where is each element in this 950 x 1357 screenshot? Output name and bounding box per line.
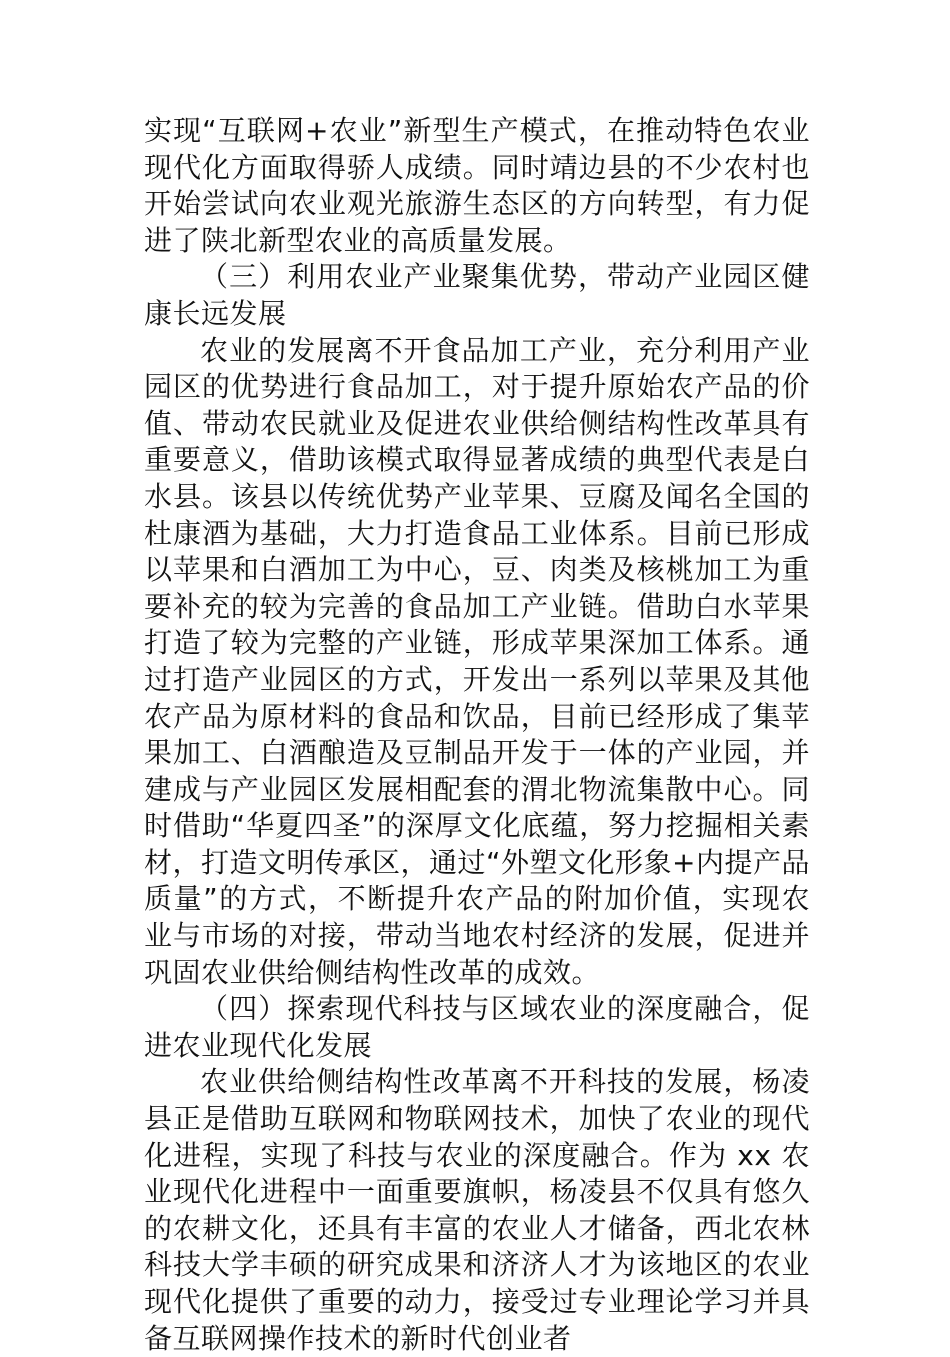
paragraph-section-3: 农业的发展离不开食品加工产业，充分利用产业园区的优势进行食品加工，对于提升原始农产品的价值、带动农民就业及促进农业供给侧结构性改革具有重要意义，借助该模式取得显著成绩的典型代表是白水县。该县以传统优势产业苹果、豆腐及闻名全国的杜康酒为基础，大力打造食品工业体系。目前已形成以苹果和白酒加工为中心，豆、肉类及核桃加工为重要补充的较为完善的食品加工产业链。借助白水苹果打造了较为完整的产业链，形成苹果深加工体系。通过打造产业园区的方式，开发出一系列以苹果及其他农产品为原材料的食品和饮品，目前已经形成了集苹果加工、白酒酿造及豆制品开发于一体的产业园，并建成与产业园区发展相配套的渭北物流集散中心。同时借助“华夏四圣”的深厚文化底蕴，努力挖掘相关素材，打造文明传承区，通过“外塑文化形象+内提产品质量”的方式，不断提升农产品的附加价值，实现农业与市场的对接，带动当地农村经济的发展，促进并巩固农业供给侧结构性改革的成效。	[144, 333, 810, 989]
section-heading-3: （三）利用农业产业聚集优势，带动产业园区健康长远发展	[144, 260, 810, 330]
paragraph-continuation: 实现“互联网+农业”新型生产模式，在推动特色农业现代化方面取得骄人成绩。同时靖边县的不少农村也开始尝试向农业观光旅游生态区的方向转型，有力促进了陕北新型农业的高质量发展。	[144, 114, 810, 257]
document-body	[144, 113, 810, 1357]
section-heading-4: （四）探索现代科技与区域农业的深度融合，促进农业现代化发展	[144, 992, 810, 1062]
paragraph-section-4: 农业供给侧结构性改革离不开科技的发展，杨凌县正是借助互联网和物联网技术，加快了农业的现代化进程，实现了科技与农业的深度融合。作为 xx 农业现代化进程中一面重要旗帜，杨凌县不仅具有悠久的农耕文化，还具有丰富的农业人才储备，西北农林科技大学丰硕的研究成果和济济人才为该地区的农业现代化提供了重要的动力，接受过专业理论学习并具备互联网操作技术的新时代创业者	[144, 1065, 810, 1355]
